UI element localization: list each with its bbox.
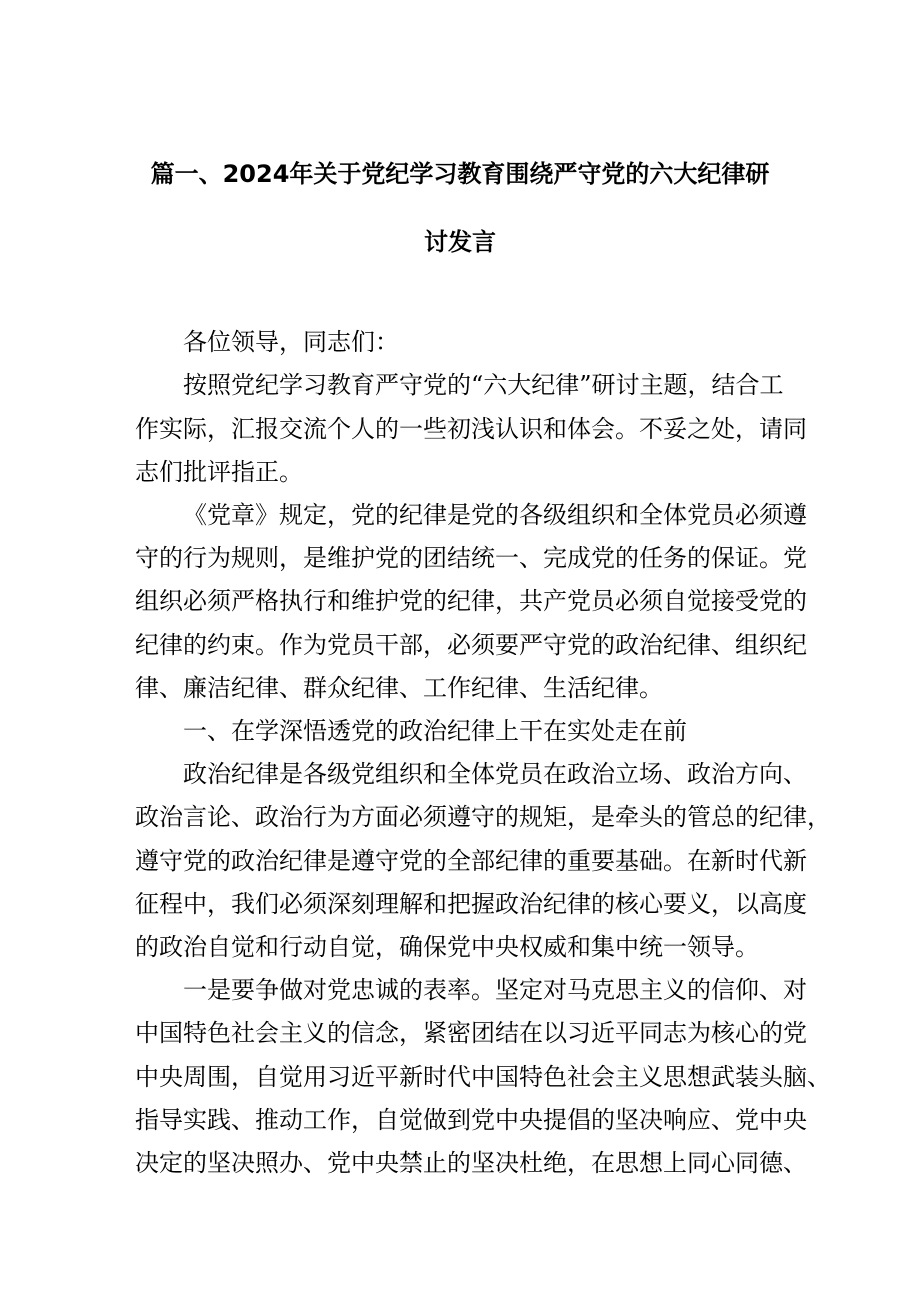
document-title: 篇一、2024年关于党纪学习教育围绕严守党的六大纪律研 — [150, 160, 770, 188]
paragraph-line: 志们批评指正。 — [135, 458, 303, 486]
paragraph-line: 《党章》规定，党的纪律是党的各级组织和全体党员必须遵 — [183, 501, 807, 529]
paragraph-line: 指导实践、推动工作，自觉做到党中央提倡的坚决响应、党中央 — [135, 1106, 807, 1134]
paragraph-line: 征程中，我们必须深刻理解和把握政治纪律的核心要义，以高度 — [135, 890, 807, 918]
paragraph-line: 中央周围，自觉用习近平新时代中国特色社会主义思想武装头脑、 — [135, 1063, 831, 1091]
paragraph-line: 律、廉洁纪律、群众纪律、工作纪律、生活纪律。 — [135, 674, 663, 702]
paragraph-line: 纪律的约束。作为党员干部，必须要严守党的政治纪律、组织纪 — [135, 631, 807, 659]
paragraph-line: 政治言论、政治行为方面必须遵守的规矩，是牵头的管总的纪律， — [135, 803, 831, 831]
salutation: 各位领导，同志们： — [183, 328, 399, 356]
paragraph-line: 作实际，汇报交流个人的一些初浅认识和体会。不妥之处，请同 — [135, 415, 807, 443]
paragraph-line: 按照党纪学习教育严守党的“六大纪律”研讨主题，结合工 — [183, 371, 784, 399]
paragraph-line: 的政治自觉和行动自觉，确保党中央权威和集中统一领导。 — [135, 933, 759, 961]
paragraph-line: 中国特色社会主义的信念，紧密团结在以习近平同志为核心的党 — [135, 1019, 807, 1047]
paragraph-line: 一是要争做对党忠诚的表率。坚定对马克思主义的信仰、对 — [183, 976, 807, 1004]
paragraph-line: 组织必须严格执行和维护党的纪律，共产党员必须自觉接受党的 — [135, 587, 807, 615]
paragraph-line: 遵守党的政治纪律是遵守党的全部纪律的重要基础。在新时代新 — [135, 847, 807, 875]
section-heading: 一、在学深悟透党的政治纪律上干在实处走在前 — [183, 717, 687, 745]
document-title-continued: 讨发言 — [424, 228, 496, 256]
paragraph-line: 政治纪律是各级党组织和全体党员在政治立场、政治方向、 — [183, 760, 807, 788]
paragraph-line: 守的行为规则，是维护党的团结统一、完成党的任务的保证。党 — [135, 544, 807, 572]
paragraph-line: 决定的坚决照办、党中央禁止的坚决杜绝，在思想上同心同德、 — [135, 1149, 807, 1177]
